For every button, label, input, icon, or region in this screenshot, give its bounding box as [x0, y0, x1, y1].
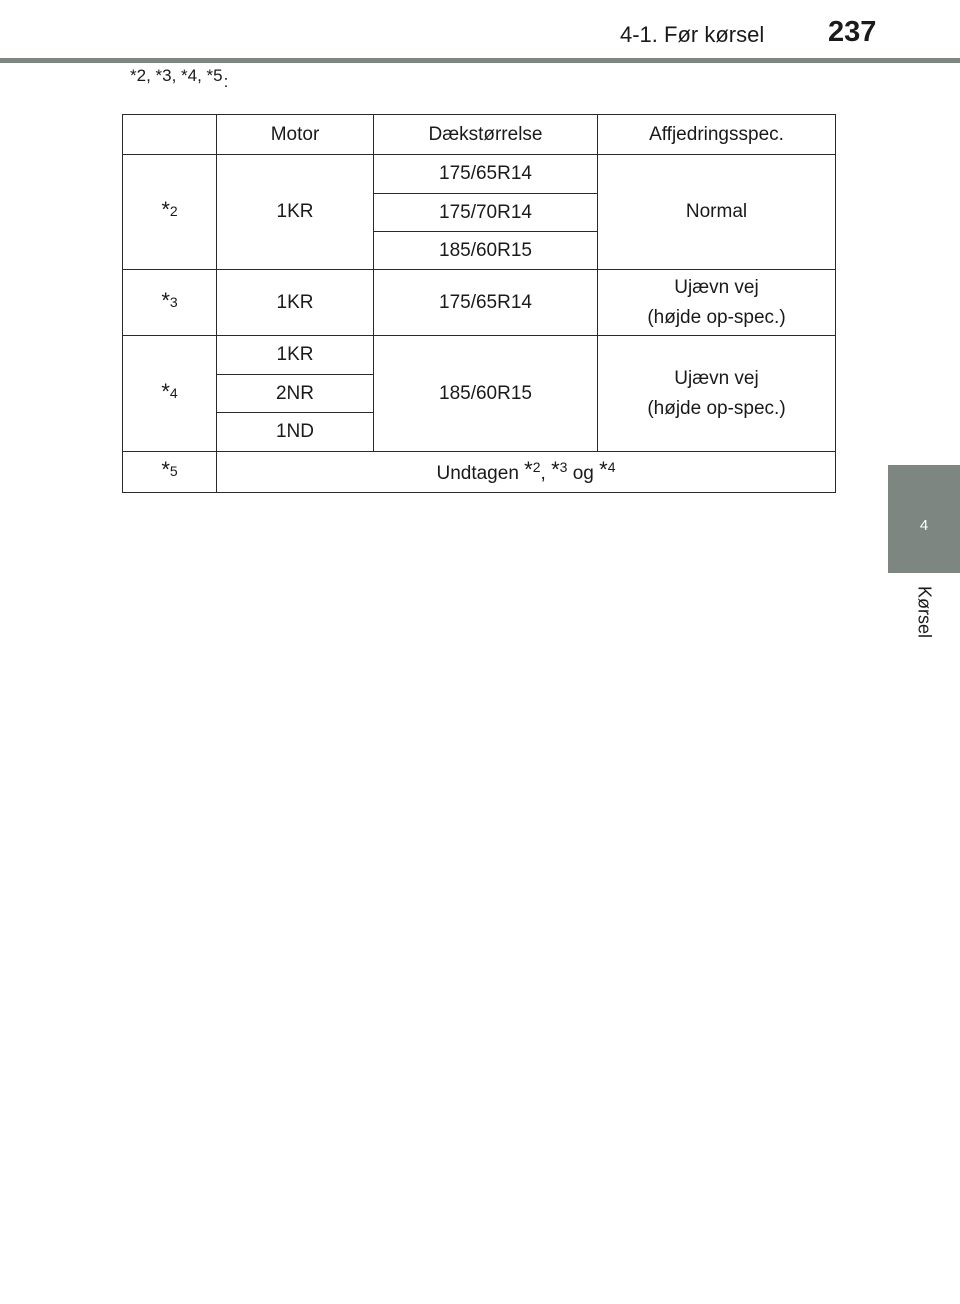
section-title: 4-1. Før kørsel — [620, 22, 765, 47]
except-cell — [217, 452, 836, 493]
tire-size-cell: 175/70R14 — [374, 194, 598, 232]
intro-colon: : — [223, 72, 229, 91]
ref-number: 3 — [169, 293, 178, 310]
asterisk: * — [551, 457, 560, 483]
ref-number: 2 — [169, 203, 178, 220]
header-cell-tire-size: Dækstørrelse — [374, 115, 598, 155]
ref-number: 4 — [169, 384, 178, 401]
ref-number: 5 — [169, 463, 178, 480]
motor-cell: 1KR — [217, 270, 374, 336]
motor-cell: 1KR — [217, 155, 374, 270]
suspension-line: (højde op-spec.) — [647, 397, 786, 419]
ref-number: 2 — [532, 459, 541, 476]
row-ref-3 — [123, 270, 217, 336]
row-ref-4 — [123, 336, 217, 452]
separator: , — [540, 463, 552, 485]
tire-size-cell: 175/65R14 — [374, 270, 598, 336]
row-ref-2 — [123, 155, 217, 270]
motor-cell: 1KR — [217, 336, 374, 375]
table-row — [123, 452, 836, 493]
suspension-line: Ujævn vej — [674, 367, 759, 389]
header-cell-motor: Motor — [217, 115, 374, 155]
tire-size-cell: 185/60R15 — [374, 232, 598, 270]
chapter-number: 4 — [919, 517, 929, 534]
asterisk: * — [599, 457, 608, 483]
asterisk: * — [524, 457, 533, 483]
except-text: Undtagen — [436, 463, 525, 485]
row-ref-5 — [123, 452, 217, 493]
asterisk: * — [161, 378, 170, 404]
asterisk: * — [161, 457, 170, 483]
header-rule — [0, 58, 960, 63]
suspension-cell — [598, 336, 836, 452]
header-cell-suspension: Affjedringsspec. — [598, 115, 836, 155]
intro-text: *2, *3, *4, *5 — [130, 66, 223, 85]
table-header-row — [123, 115, 836, 155]
separator: og — [567, 463, 600, 485]
page-number: 237 — [828, 16, 877, 48]
motor-cell: 1ND — [217, 413, 374, 452]
chapter-label: Kørsel — [914, 585, 935, 639]
suspension-cell: Normal — [598, 155, 836, 270]
tire-size-cell: 175/65R14 — [374, 155, 598, 194]
suspension-spec-table — [122, 114, 836, 493]
tire-size-cell: 185/60R15 — [374, 336, 598, 452]
chapter-tab — [888, 465, 960, 573]
table-intro — [130, 66, 229, 91]
asterisk: * — [161, 287, 170, 313]
table-row — [123, 336, 836, 375]
suspension-line: (højde op-spec.) — [647, 306, 786, 328]
asterisk: * — [161, 197, 170, 223]
ref-number: 4 — [607, 459, 616, 476]
suspension-cell — [598, 270, 836, 336]
header-cell-empty — [123, 115, 217, 155]
motor-cell: 2NR — [217, 375, 374, 413]
table-row — [123, 270, 836, 336]
ref-number: 3 — [559, 459, 568, 476]
suspension-line: Ujævn vej — [674, 276, 759, 298]
table-row — [123, 155, 836, 194]
